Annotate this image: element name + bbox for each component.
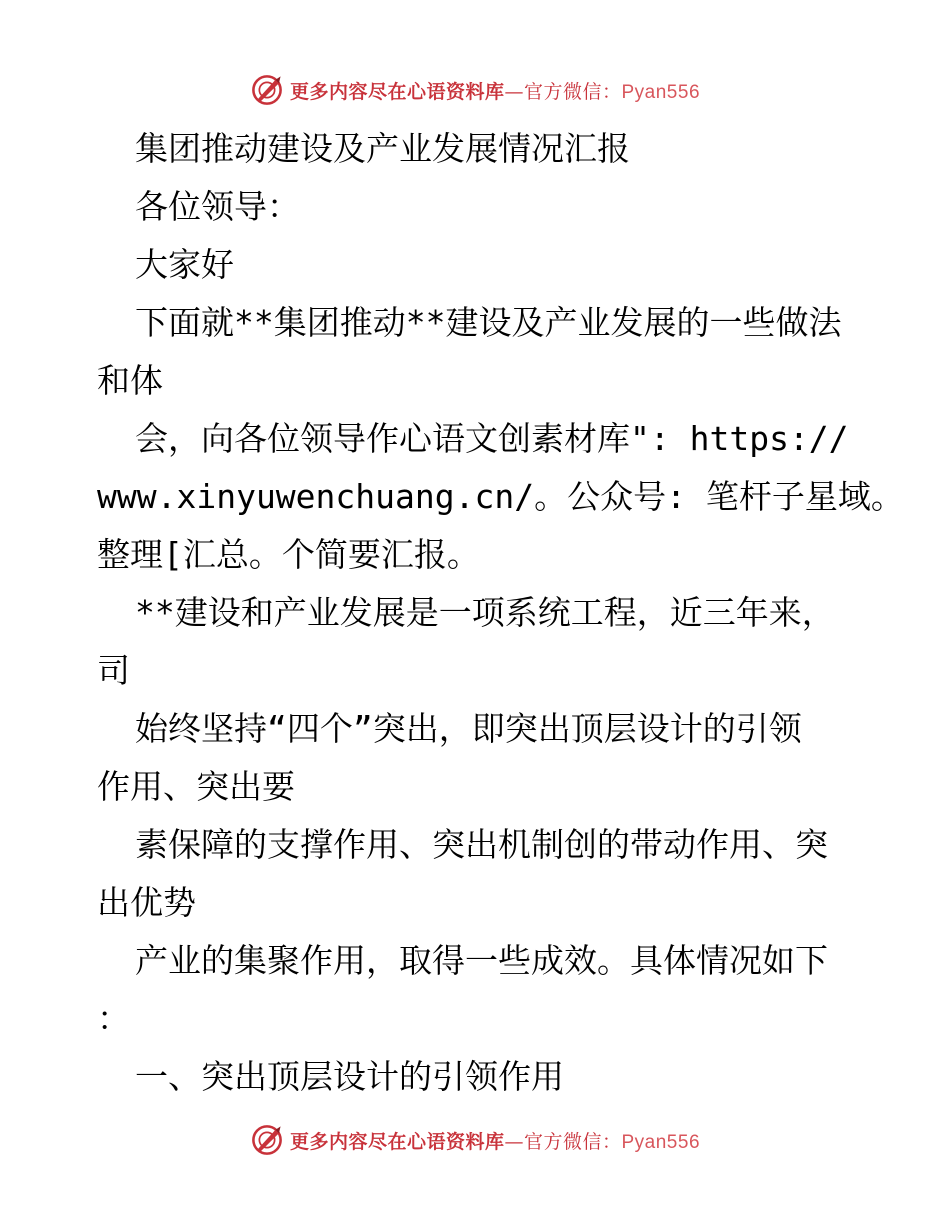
document-line: **建设和产业发展是一项系统工程，近三年来， bbox=[135, 593, 835, 632]
banner-official-label: 官方微信： bbox=[523, 80, 622, 103]
document-body bbox=[97, 120, 904, 1106]
banner-wechat-id: Pyan556 bbox=[621, 81, 701, 103]
document-line: 出优势 bbox=[97, 883, 196, 922]
footer-banner bbox=[0, 1120, 950, 1160]
document-line: 大家好 bbox=[135, 245, 234, 284]
document-line: 会，向各位领导作心语文创素材库": https:// bbox=[135, 419, 849, 458]
document-line: 各位领导： bbox=[135, 187, 300, 226]
document-line: 作用、突出要 bbox=[97, 767, 295, 806]
document-line: 整理[汇总。个简要汇报。 bbox=[97, 535, 480, 574]
banner-wechat-id: Pyan556 bbox=[621, 1131, 701, 1153]
document-line: 始终坚持“四个”突出，即突出顶层设计的引领 bbox=[135, 709, 802, 748]
document-line: 集团推动建设及产业发展情况汇报 bbox=[135, 129, 630, 168]
banner-text bbox=[290, 1127, 700, 1154]
document-line: www.xinyuwenchuang.cn/。公众号: 笔杆子星域。 bbox=[97, 477, 904, 516]
document-line: 和体 bbox=[97, 361, 163, 400]
pen-circle-logo-icon bbox=[250, 73, 284, 107]
banner-main-text: 更多内容尽在心语资料库 bbox=[289, 80, 505, 103]
pen-circle-logo-icon bbox=[250, 1123, 284, 1157]
document-line: ： bbox=[97, 999, 130, 1038]
document-line: 素保障的支撑作用、突出机制创的带动作用、突 bbox=[135, 825, 828, 864]
document-line: 司 bbox=[97, 651, 130, 690]
banner-dash: — bbox=[504, 80, 524, 103]
header-banner bbox=[0, 70, 950, 110]
banner-official-label: 官方微信： bbox=[523, 1130, 622, 1153]
document-line: 产业的集聚作用，取得一些成效。具体情况如下 bbox=[135, 941, 828, 980]
banner-main-text: 更多内容尽在心语资料库 bbox=[289, 1130, 505, 1153]
document-line: 一、突出顶层设计的引领作用 bbox=[135, 1057, 564, 1096]
document-line: 下面就**集团推动**建设及产业发展的一些做法 bbox=[135, 303, 842, 342]
banner-dash: — bbox=[504, 1130, 524, 1153]
banner-text bbox=[290, 77, 700, 104]
